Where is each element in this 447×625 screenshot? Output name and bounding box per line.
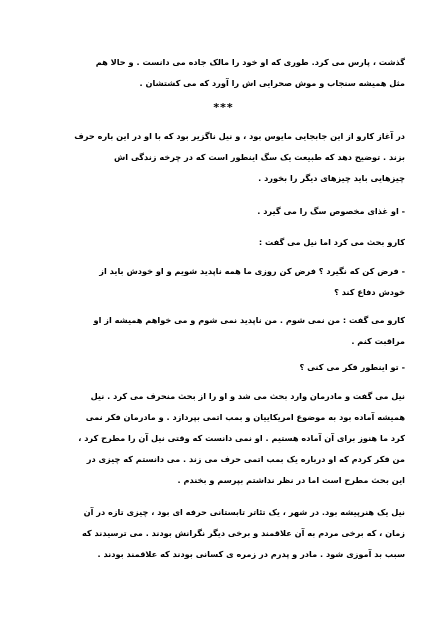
text-line: چیزهایی باید چیزهای دیگر را بخورد . [258,173,405,183]
text-line: کارو بحث می کرد اما نیل می گفت : [258,237,405,247]
paragraph-8 [43,386,405,491]
text-line: کارو می گفت : من نمی شوم . من ناپدید نمی شوم و می خواهم همیشه از او [93,315,405,325]
text-line: کرد ما هنوز برای آن آماده هستیم . او نمی دانست که وقتی نیل آن را مطرح کرد ، [78,433,405,443]
paragraph-5 [43,261,405,303]
text-line: سبب بد آموزی شود . مادر و پدرم در زمره ی کسانی بودند که علاقمند بودند . [97,549,405,559]
text-line: نیل یک هنرپیشه بود. در شهر ، یک تئاتر تابستانی حرفه ای بود ، چیزی تازه در آن [83,507,405,517]
text-line: نیل می گفت و مادرمان وارد بحث می شد و او را از بحث منحرف می کرد . نیل [90,391,405,401]
text-line: بزند . توضیح دهد که طبیعت یک سگ اینطور است که در چرخه زندگی اش [113,152,405,162]
text-line: همیشه آماده بود به موضوع امریکاییان و بمب اتمی بپردازد . و مادرمان فکر نمی [85,412,405,422]
text-line: این بحث مطرح است اما در نظر نداشتم بپرسم و بخندم . [177,475,405,485]
paragraph-4 [43,232,405,253]
text-line: خودش دفاع کند ؟ [334,287,405,297]
paragraph-3 [43,201,405,222]
text-line: در آغاز کارو از این جابجایی مایوس بود ، و نیل ناگزیر بود که با او در این باره حرف [74,131,405,141]
paragraph-9 [43,502,405,565]
text-line: گذشت ، پارس می کرد. طوری که او خود را مالک جاده می دانست . و حالا هم [95,57,405,67]
text-line: زمان ، که برخی مردم به آن علاقمند و برخی دیگر نگرانش بودند . می ترسیدند که [81,528,405,538]
text-line: - فرض کن که نگیرد ؟ فرض کن روزی ما همه ناپدید شویم و او خودش باید از [99,266,405,276]
section-separator: *** [213,101,234,114]
paragraph-6 [43,310,405,352]
text-line: مراقبت کنم . [351,336,405,346]
paragraph-7 [43,357,405,378]
paragraph-1 [43,52,405,94]
text-line: من فکر کردم که او درباره یک بمب اتمی حرف می زند . می دانستم که چیزی در [86,454,405,464]
paragraph-2 [43,126,405,189]
text-line: مثل همیشه سنجاب و موش صحرایی اش را آورد که می کشتشان . [139,78,405,88]
text-line: - او غذای مخصوص سگ را می گیرد . [257,206,405,216]
text-line: - تو اینطور فکر می کنی ؟ [299,362,405,372]
